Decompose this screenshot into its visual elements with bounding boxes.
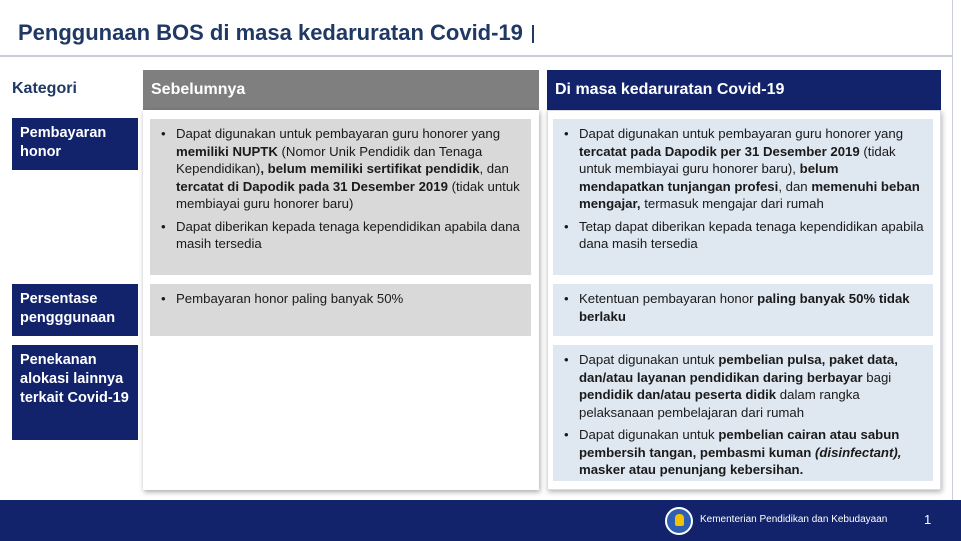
bullet-item — [158, 290, 523, 308]
bold-text: masker atau penunjang kebersihan. — [579, 462, 804, 477]
during-honor-box — [553, 119, 933, 275]
bullet-icon: • — [161, 218, 166, 234]
column-header-before: Sebelumnya — [143, 70, 539, 110]
during-penekanan-box — [553, 345, 933, 481]
before-honor-box — [150, 119, 531, 275]
category-persentase: Persentase pengggunaan — [12, 284, 138, 336]
bullet-icon: • — [161, 126, 166, 141]
bullet-item — [561, 351, 925, 421]
bold-text: , belum memiliki sertifikat pendidik — [260, 161, 480, 176]
bullet-item — [561, 125, 925, 213]
ministry-name: Kementerian Pendidikan dan Kebudayaan — [700, 514, 888, 525]
bold-text: pembelian cairan atau sabun pembersih tangan, pembasmi kuman — [579, 427, 900, 460]
during-persentase-box — [553, 284, 933, 336]
bold-text: memenuhi beban mengajar, — [579, 178, 920, 211]
bullet-item — [561, 218, 925, 253]
bullet-item — [561, 290, 925, 325]
bullet-icon: • — [564, 218, 569, 234]
text-run: Dapat diberikan kepada tenaga kependidikan apabila dana masih tersedia — [176, 218, 520, 251]
bold-text: tercatat di Dapodik pada 31 Desember 2019 — [176, 178, 448, 194]
text-run: Pembayaran honor paling banyak 50% — [176, 291, 404, 306]
bold-text: pendidik dan/atau peserta didik — [579, 387, 777, 402]
text-run: (tidak untuk membiayai guru honorer baru), — [579, 143, 896, 176]
category-penekanan-alokasi: Penekanan alokasi lainnya terkait Covid-19 — [12, 345, 138, 440]
bullet-icon: • — [564, 352, 569, 367]
text-run: Ketentuan pembayaran honor — [579, 291, 758, 306]
bold-text: (disinfectant), — [814, 444, 902, 460]
text-run: , dan — [778, 178, 812, 194]
bullet-icon: • — [564, 291, 569, 306]
bold-text: paling banyak 50% tidak berlaku — [579, 291, 910, 324]
kategori-label: Kategori — [12, 80, 77, 97]
text-run: bagi — [862, 369, 892, 385]
text-run: termasuk mengajar dari rumah — [640, 196, 824, 211]
bold-text: tercatat pada Dapodik per 31 Desember 2019 — [579, 143, 860, 159]
bold-text: memiliki NUPTK — [176, 143, 278, 159]
bullet-icon: • — [161, 291, 166, 306]
text-run: Dapat digunakan untuk — [579, 427, 719, 442]
slide-edge — [952, 0, 953, 500]
text-run: (Nomor Unik Pendidik dan Tenaga Kependidikan) — [176, 143, 483, 176]
bold-text: belum mendapatkan tunjangan profesi — [579, 161, 839, 194]
page-number: 1 — [924, 512, 932, 527]
text-run: Tetap dapat diberikan kepada tenaga kependidikan apabila dana masih tersedia — [579, 218, 924, 251]
category-pembayaran-honor: Pembayaran honor — [12, 118, 138, 170]
text-run: , dan — [479, 161, 509, 176]
text-run: Dapat digunakan untuk pembayaran guru honorer yang — [579, 126, 904, 141]
page-title: Penggunaan BOS di masa kedaruratan Covid-19 — [18, 20, 523, 45]
tut-wuri-handayani-logo-icon — [665, 507, 693, 535]
bullet-item — [561, 426, 925, 479]
text-run: dalam rangka pelaksanaan pembelajaran dari rumah — [579, 387, 860, 420]
bold-text: pembelian pulsa, paket data, dan/atau layanan pendidikan daring berbayar — [579, 352, 898, 385]
title-divider — [0, 55, 952, 57]
text-cursor — [532, 25, 534, 43]
text-run: Dapat digunakan untuk — [579, 352, 719, 367]
column-header-during: Di masa kedaruratan Covid-19 — [547, 70, 941, 110]
bullet-item — [158, 125, 523, 213]
bullet-item — [158, 218, 523, 253]
text-run: (tidak untuk membiayai guru honorer baru) — [176, 178, 520, 211]
before-persentase-box — [150, 284, 531, 336]
text-run: Dapat digunakan untuk pembayaran guru honorer yang — [176, 126, 501, 141]
bullet-icon: • — [564, 427, 569, 442]
bullet-icon: • — [564, 126, 569, 141]
